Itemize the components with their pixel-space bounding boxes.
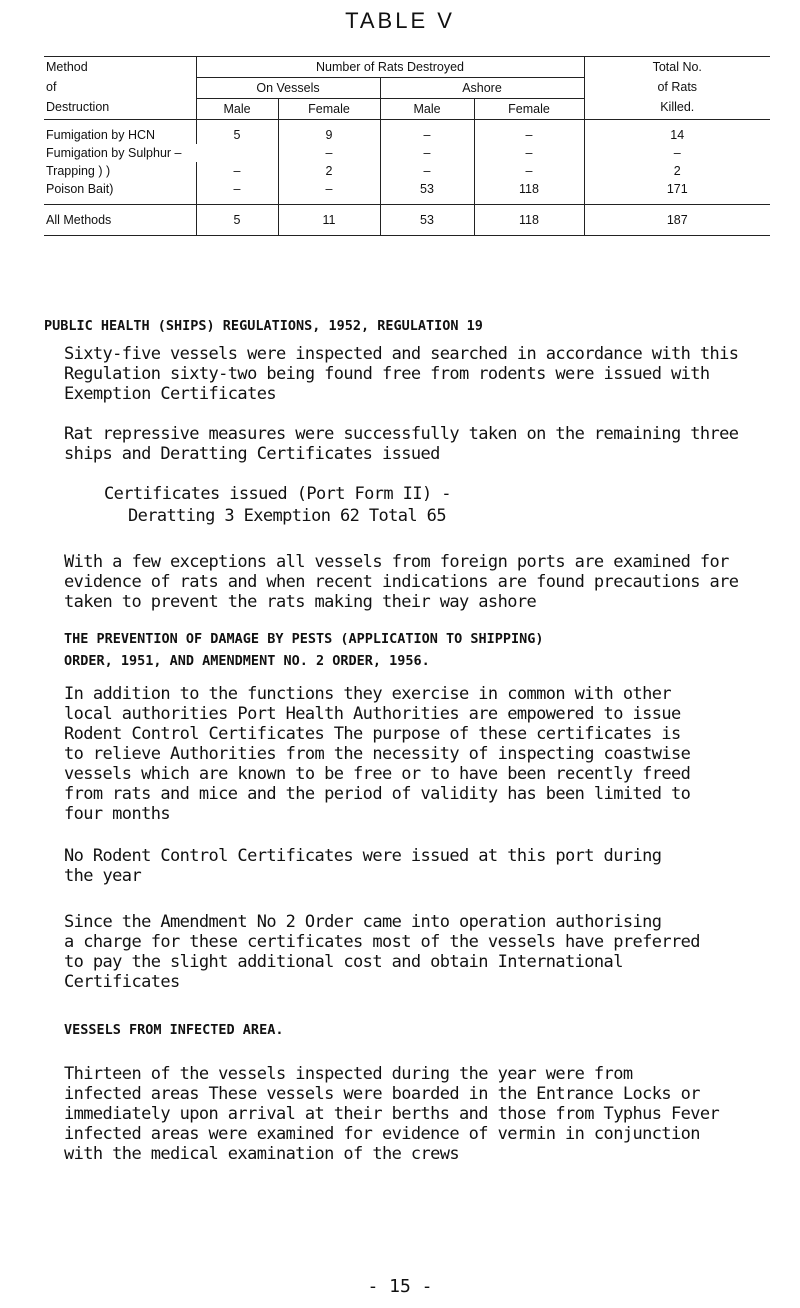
section-heading-regulation: PUBLIC HEALTH (SHIPS) REGULATIONS, 1952, REGULATION 19 [44, 318, 483, 334]
ashore-male-header: Male [380, 99, 474, 120]
certificates-counts-line: Deratting 3 Exemption 62 Total 65 [128, 506, 446, 526]
paragraph-rodent-control: In addition to the functions they exercise in common with other local authorities Port Health Authorities are empowered to issue Rodent Control Certificates The purpose of these certificates is to relieve Authorities from the necessity of inspecting coastwise vessels which are known to be free or to have been recently freed from rats and mice and the period of validity has been limited to four months [64, 684, 691, 824]
number-header: Number of Rats Destroyed [196, 57, 584, 78]
section-heading-infected-area: VESSELS FROM INFECTED AREA. [64, 1022, 284, 1038]
paragraph-rat-measures: Rat repressive measures were successfully taken on the remaining three ships and Deratting Certificates issued [64, 424, 739, 464]
table-total-row: All Methods 5 11 53 118 187 [44, 205, 770, 236]
paragraph-no-certificates: No Rodent Control Certificates were issued at this port during the year [64, 846, 662, 886]
vessels-male-header: Male [196, 99, 278, 120]
method-header: Method of Destruction [44, 57, 196, 120]
ashore-female-header: Female [474, 99, 584, 120]
paragraph-infected-vessels: Thirteen of the vessels inspected during the year were from infected areas These vessels were boarded in the Entrance Locks or immediately upon arrival at their berths and those from Typhus Fever infected areas were examined for evidence of vermin in conjunction with the medical examination of the crews [64, 1064, 720, 1164]
table-row: Poison Bait) – – 53 118 171 [46, 182, 688, 196]
paragraph-amendment: Since the Amendment No 2 Order came into operation authorising a charge for these certificates most of the vessels have preferred to pay the slight additional cost and obtain International Certificates [64, 912, 700, 992]
paragraph-foreign-ports: With a few exceptions all vessels from foreign ports are examined for evidence of rats and when recent indications are found precautions are taken to prevent the rats making their way ashore [64, 552, 739, 612]
section-heading-prevention-order: THE PREVENTION OF DAMAGE BY PESTS (APPLICATION TO SHIPPING) ORDER, 1951, AND AMENDMENT NO. 2 ORDER, 1956. [64, 631, 544, 669]
paragraph-inspection: Sixty-five vessels were inspected and searched in accordance with this Regulation sixty-two being found free from rodents were issued with Exemption Certificates [64, 344, 739, 404]
certificates-issued-line: Certificates issued (Port Form II) - [104, 484, 451, 504]
vessels-female-header: Female [278, 99, 380, 120]
page-title: TABLE V [345, 8, 455, 33]
table-row: Trapping ) ) – 2 – – 2 [46, 164, 681, 178]
total-header: Total No. of Rats Killed. [584, 57, 770, 120]
page-number: - 15 - [367, 1276, 433, 1297]
vessels-header: On Vessels [196, 78, 380, 99]
rats-destroyed-table [44, 56, 770, 236]
table-row: Fumigation by HCN 5 9 – – 14 [46, 128, 685, 142]
ashore-header: Ashore [380, 78, 584, 99]
table-row: Fumigation by Sulphur – – – – – [46, 146, 681, 160]
